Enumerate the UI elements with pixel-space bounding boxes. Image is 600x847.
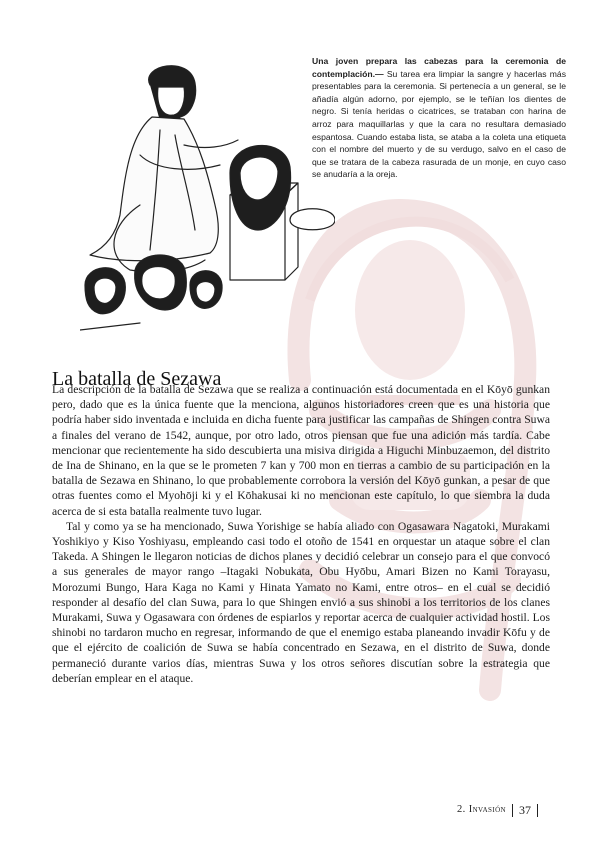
- caption-text: Su tarea era limpiar la sangre y hacerlas más presentables para la ceremonia. Si pertenecía a un general, se le añadía algún adorno, por ejemplo, se le teñían los dientes de negro. Si tenía heridas o cicatrices, se trataban con harina de arroz para maquillarlas y que la cara no resultara demasiado espantosa. Cuando estaba lista, se ataba a la coleta una etiqueta con el nombre del muerto y de su verdugo, salvo en el caso de que se tratara de la cabeza rasurada de un monje, en cuyo caso se anudaría a la oreja.: [312, 68, 566, 180]
- paragraph: La descripción de la batalla de Sezawa que se realiza a continuación está documentada en el Kōyō gunkan pero, dado que es la única fuente que la menciona, algunos historiadores creen que es una historia que podría haber sido inventada e incluida en dicha fuente para justificar las campañas de Shingen contra Suwa a finales del verano de 1542, aunque, por otro lado, otros piensan que fue una adición más tardía. Cabe mencionar que recientemente ha sido descubierta una misiva dirigida a Higuchi Minbuzaemon, del distrito de Ina de Shinano, en la que se le prometen 7 kan y 700 mon en tierras a cambio de su participación en la batalla de Sezawa en Shinano, lo que probablemente corrobora la versión del Kōyō gunkan, a pesar de que otras fuentes como el Myohōji ki y el Kōhakusai ki no mencionan este capítulo, lo que siembra la duda acerca de si esta batalla realmente tuvo lugar.: [52, 383, 550, 518]
- section-title: La batalla de Sezawa: [52, 367, 222, 390]
- footer-divider: [512, 804, 513, 817]
- footer-divider: [537, 804, 538, 817]
- body-text: [52, 382, 550, 686]
- figure-caption: [312, 55, 566, 181]
- page-number: 37: [519, 803, 531, 817]
- woman-preparing-heads-illustration: [80, 55, 335, 340]
- caption-lead: Una joven prepara las cabezas para la ceremonia de contemplación.—: [312, 56, 566, 79]
- page-footer: [457, 803, 538, 817]
- paragraph: Tal y como ya se ha mencionado, Suwa Yorishige se había aliado con Ogasawara Nagatoki, Murakami Yoshikiyo y Kiso Yoshiyasu, empleando casi todo el otoño de 1541 en orquestar un ataque sobre el clan Takeda. A Shingen le llegaron noticias de dichos planes y decidió celebrar un consejo para el que convocó a sus generales de mayor rango –Itagaki Nobukata, Obu Hyōbu, Amari Bizen no Kami Torayasu, Morozumi Bungo, Hara Kaga no Kami y Hinata Yamato no Kami, entre otros– en el cual se decidió responder al desafío del clan Suwa, para lo que Shingen envió a sus shinobi a los territorios de los clanes Murakami, Suwa y Ogasawara con órdenes de espiarlos y reportar acerca de cualquier actividad hostil. Los shinobi no tardaron mucho en regresar, informando de que el enemigo estaba planeando invadir Kōfu y de que el ejército de coalición de Suwa se había concentrado en Sezawa, en el distrito de Suwa, donde permaneció durante varios días, mientras Suwa y los otros señores discutían sobre la estrategia que deberían emplear en el ataque.: [52, 519, 550, 685]
- chapter-label: 2. Invasión: [457, 804, 506, 815]
